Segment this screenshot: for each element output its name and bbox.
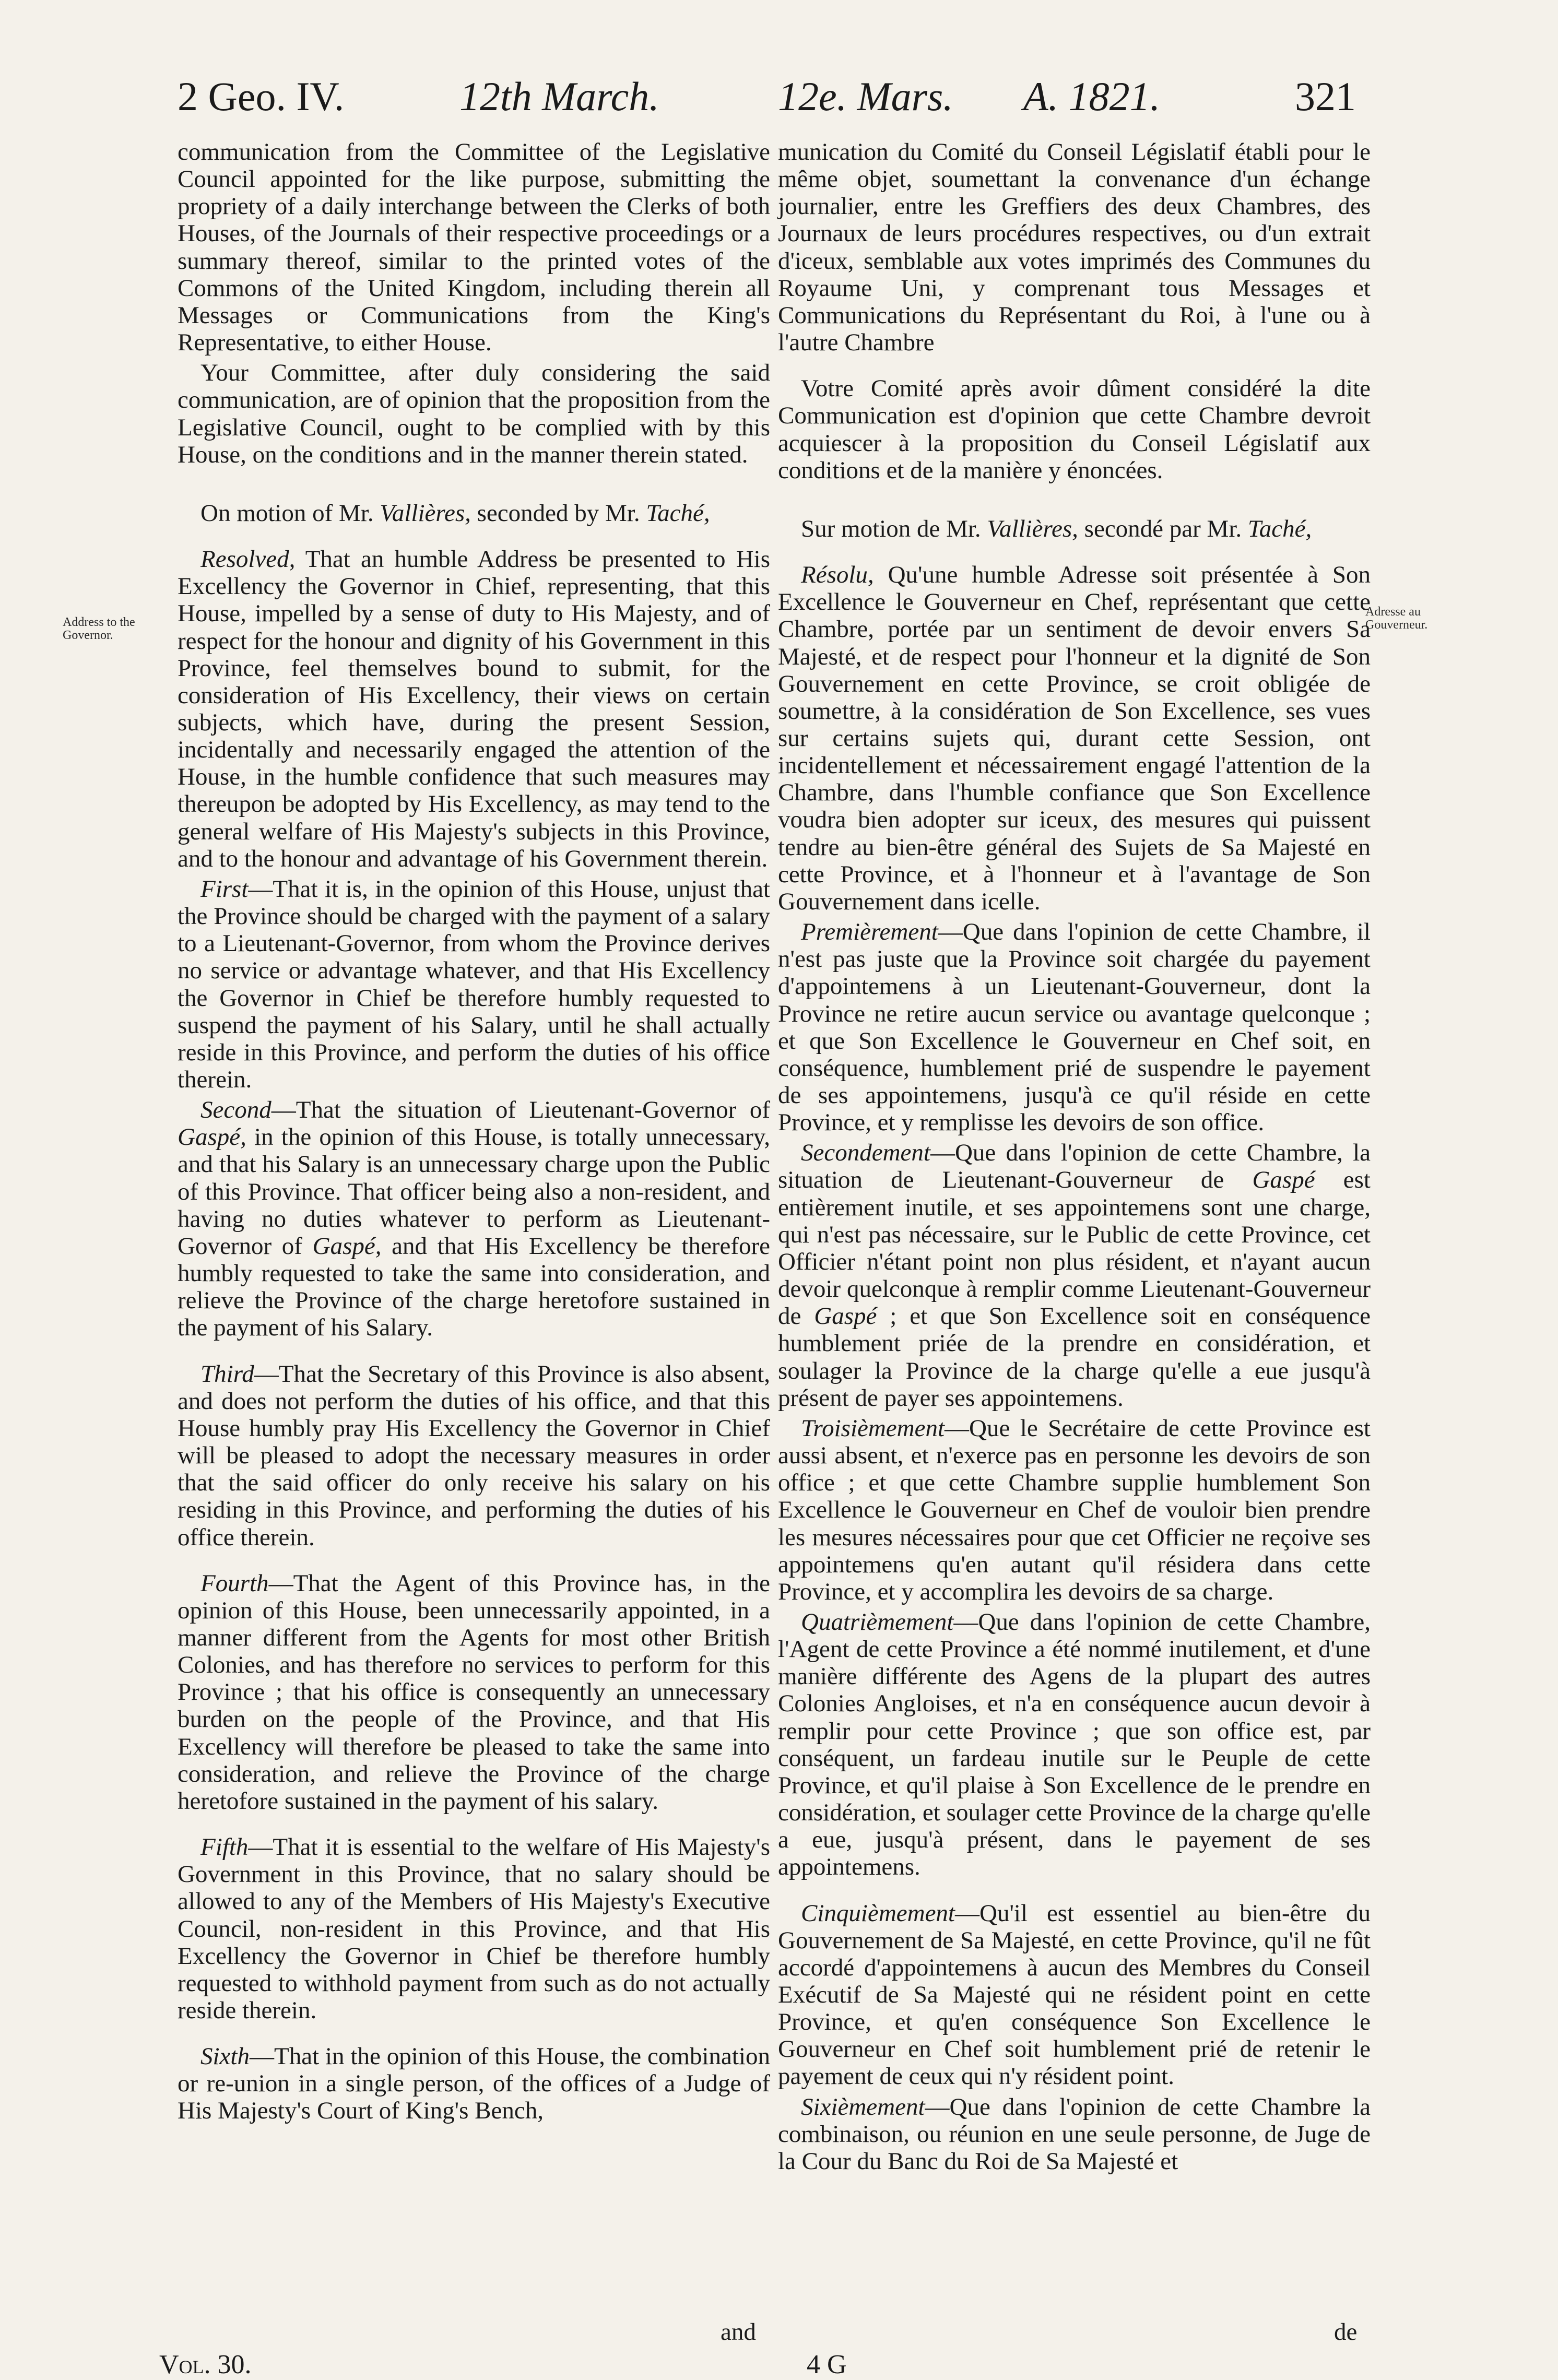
committee-paragraph: Your Committee, after duly considering the said communication, are of opinion that the proposition from the Legislative Council, ought to be complied with by this House, on the conditions and in the manner therein stated.	[178, 359, 770, 468]
catchword-english: and	[721, 2318, 756, 2346]
motion-line: Sur motion de Mr. Vallières, secondé par Mr. Taché,	[801, 515, 1312, 542]
clause-fifth: Cinquièmement—Qu'il est essentiel au bien-être du Gouvernement de Sa Majesté, en cette Province, qu'il ne fût accordé d'appointemens à aucun des Membres du Conseil Exécutif de Sa Majesté qui ne résident point en cette Province, et qu'en conséquence Son Excellence le Gouverneur en Chef soit humblement prié de retenir le payement de ceux qui n'y résident point.	[778, 1899, 1371, 2090]
page-number: 321	[1295, 74, 1356, 119]
year: A. 1821.	[1023, 74, 1161, 119]
resolution-paragraph: Resolved, That an humble Address be presented to His Excellency the Governor in Chief, representing, that this House, impelled by a sense of duty to His Majesty, and of respect for the honour and dignity of his Government in this Province, feel themselves bound to submit, for the consideration of His Excellency, their views on certain subjects, which have, during the present Session, incidentally and necessarily engaged the attention of the House, in the humble confidence that such measures may thereupon be adopted by His Excellency, as may tend to the general welfare of His Majesty's subjects in this Province, and to the honour and advantage of his Government therein.	[178, 546, 770, 872]
french-column	[778, 138, 1371, 2178]
clause-fourth: Quatrièmement—Que dans l'opinion de cette Chambre, l'Agent de cette Province a été nommé inutilement, et d'une manière différente des Agens de la plupart des autres Colonies Angloises, et n'a en conséquence aucun devoir à remplir pour cette Province ; que son office est, par conséquent, un fardeau inutile sur le Peuple de cette Province, et qu'il plaise à Son Excellence de le prendre en considération, et soulager cette Province de la charge qu'elle a eue, jusqu'à présent, dans le payement de ses appointemens.	[778, 1608, 1371, 1881]
clause-second: Secondement—Que dans l'opinion de cette Chambre, la situation de Lieutenant-Gouverneur de Gaspé est entièrement inutile, et ses appointemens sont une charge, qui n'est pas nécessaire, sur le Public de cette Province, cet Officier n'étant point non plus résident, et n'ayant aucun devoir quelconque à remplir comme Lieutenant-Gouverneur de Gaspé ; et que Son Excellence soit en conséquence humblement priée de la prendre en considération, et soulager la Province de la charge qu'elle a eue jusqu'à présent de payer ses appointemens.	[778, 1139, 1371, 1412]
margin-note-french: Adresse au Gouverneur.	[1365, 605, 1428, 632]
english-column	[178, 138, 770, 2128]
date-english: 12th March.	[459, 74, 659, 119]
clause-third: Troisièmement—Que le Secrétaire de cette Province est aussi absent, et n'exerce pas en personne les devoirs de son office ; et que cette Chambre supplie humblement Son Excellence le Gouverneur en Chef de vouloir bien prendre les mesures nécessaires pour que cet Officier ne reçoive ses appointemens qu'en autant qu'il résidera dans cette Province, et y accomplira les devoirs de sa charge.	[778, 1414, 1371, 1605]
motion-line: On motion of Mr. Vallières, seconded by Mr. Taché,	[200, 499, 710, 527]
committee-paragraph: Votre Comité après avoir dûment considéré la dite Communication est d'opinion que cette Chambre devroit acquiescer à la proposition du Conseil Législatif aux conditions et de la manière y énoncées.	[778, 375, 1371, 484]
regnal-year: 2 Geo. IV.	[178, 74, 345, 119]
clause-sixth: Sixièmement—Que dans l'opinion de cette Chambre la combinaison, ou réunion en une seule personne, de Juge de la Cour du Banc du Roi de Sa Majesté et	[778, 2093, 1371, 2175]
margin-note-english: Address to the Governor.	[63, 615, 135, 643]
clause-second: Second—That the situation of Lieutenant-Governor of Gaspé, in the opinion of this House, is totally unnecessary, and that his Salary is an unnecessary charge upon the Public of this Province. That officer being also a non-resident, and having no duties whatever to perform as Lieutenant-Governor of Gaspé, and that His Excellency be therefore humbly requested to take the same into consideration, and relieve the Province of the charge heretofore sustained in the payment of his Salary.	[178, 1096, 770, 1342]
clause-fifth: Fifth—That it is essential to the welfare of His Majesty's Government in this Province, that no salary should be allowed to any of the Members of His Majesty's Executive Council, non-resident in this Province, and that His Excellency the Governor in Chief be therefore humbly requested to withhold payment from such as do not actually reside therein.	[178, 1833, 770, 2024]
clause-third: Third—That the Secretary of this Province is also absent, and does not perform the duties of his office, and that this House humbly pray His Excellency the Governor in Chief will be pleased to adopt the necessary measures in order that the said officer do only receive his salary on his residing in this Province, and performing the duties of his office therein.	[178, 1360, 770, 1551]
clause-fourth: Fourth—That the Agent of this Province has, in the opinion of this House, been unnecessarily appointed, in a manner different from the Agents for most other British Colonies, and has therefore no services to perform for this Province ; that his office is consequently an unnecessary burden on the people of the Province, and that His Excellency will therefore be pleased to take the same into consideration, and relieve the Province of the charge heretofore sustained in the payment of his salary.	[178, 1569, 770, 1815]
clause-first: First—That it is, in the opinion of this House, unjust that the Province should be charged with the payment of a salary to a Lieutenant-Governor, from whom the Province derives no service or advantage whatever, and that His Excellency the Governor in Chief be therefore humbly requested to suspend the payment of his Salary, until he shall actually reside in this Province, and perform the duties of his office therein.	[178, 875, 770, 1093]
catchword-french: de	[1334, 2318, 1358, 2346]
clause-first: Premièrement—Que dans l'opinion de cette Chambre, il n'est pas juste que la Province soit chargée du payement d'appointemens à un Lieutenant-Gouverneur, dont la Province ne retire aucun service ou avantage quelconque ; et que Son Excellence le Gouverneur en Chef soit, en conséquence, humblement prié de suspendre le payement de ses appointemens, jusqu'à ce qu'il réside en cette Province, et y remplisse les devoirs de son office.	[778, 918, 1371, 1136]
date-french: 12e. Mars.	[778, 74, 953, 119]
page-header	[178, 73, 1373, 131]
volume-number: Vol. 30.	[159, 2350, 252, 2379]
signature-mark: 4 G	[807, 2350, 847, 2379]
clause-sixth: Sixth—That in the opinion of this House, the combination or re-union in a single person, of the offices of a Judge of His Majesty's Court of King's Bench,	[178, 2043, 770, 2125]
continued-paragraph: munication du Comité du Conseil Législatif établi pour le même objet, soumettant la convenance d'un échange journalier, entre les Greffiers des deux Chambres, des Journaux de leurs procédures respectives, ou d'un extrait d'iceux, semblable aux votes imprimés des Communes du Royaume Uni, y comprenant tous Messages et Communications du Représentant du Roi, à l'une ou à l'autre Chambre	[778, 138, 1371, 357]
continued-paragraph: communication from the Committee of the Legislative Council appointed for the like purpose, submitting the propriety of a daily interchange between the Clerks of both Houses, of the Journals of their respective proceedings or a summary thereof, similar to the printed votes of the Commons of the United Kingdom, including therein all Messages or Communications from the King's Representative, to either House.	[178, 138, 770, 357]
resolution-paragraph: Résolu, Qu'une humble Adresse soit présentée à Son Excellence le Gouverneur en Chef, représentant que cette Chambre, portée par un sentiment de devoir envers Sa Majesté, et de respect pour l'honneur et la dignité de Son Gouvernement en cette Province, se croit obligée de soumettre, à la considération de Son Excellence, ses vues sur certains sujets qui, durant cette Session, ont incidentellement et nécessairement engagé l'attention de la Chambre, dans l'humble confiance que Son Excellence voudra bien adopter sur iceux, des mesures qui puissent tendre au bien-être général des Sujets de Sa Majesté en cette Province, et à l'honneur et à l'avantage de Son Gouvernement dans icelle.	[778, 561, 1371, 915]
